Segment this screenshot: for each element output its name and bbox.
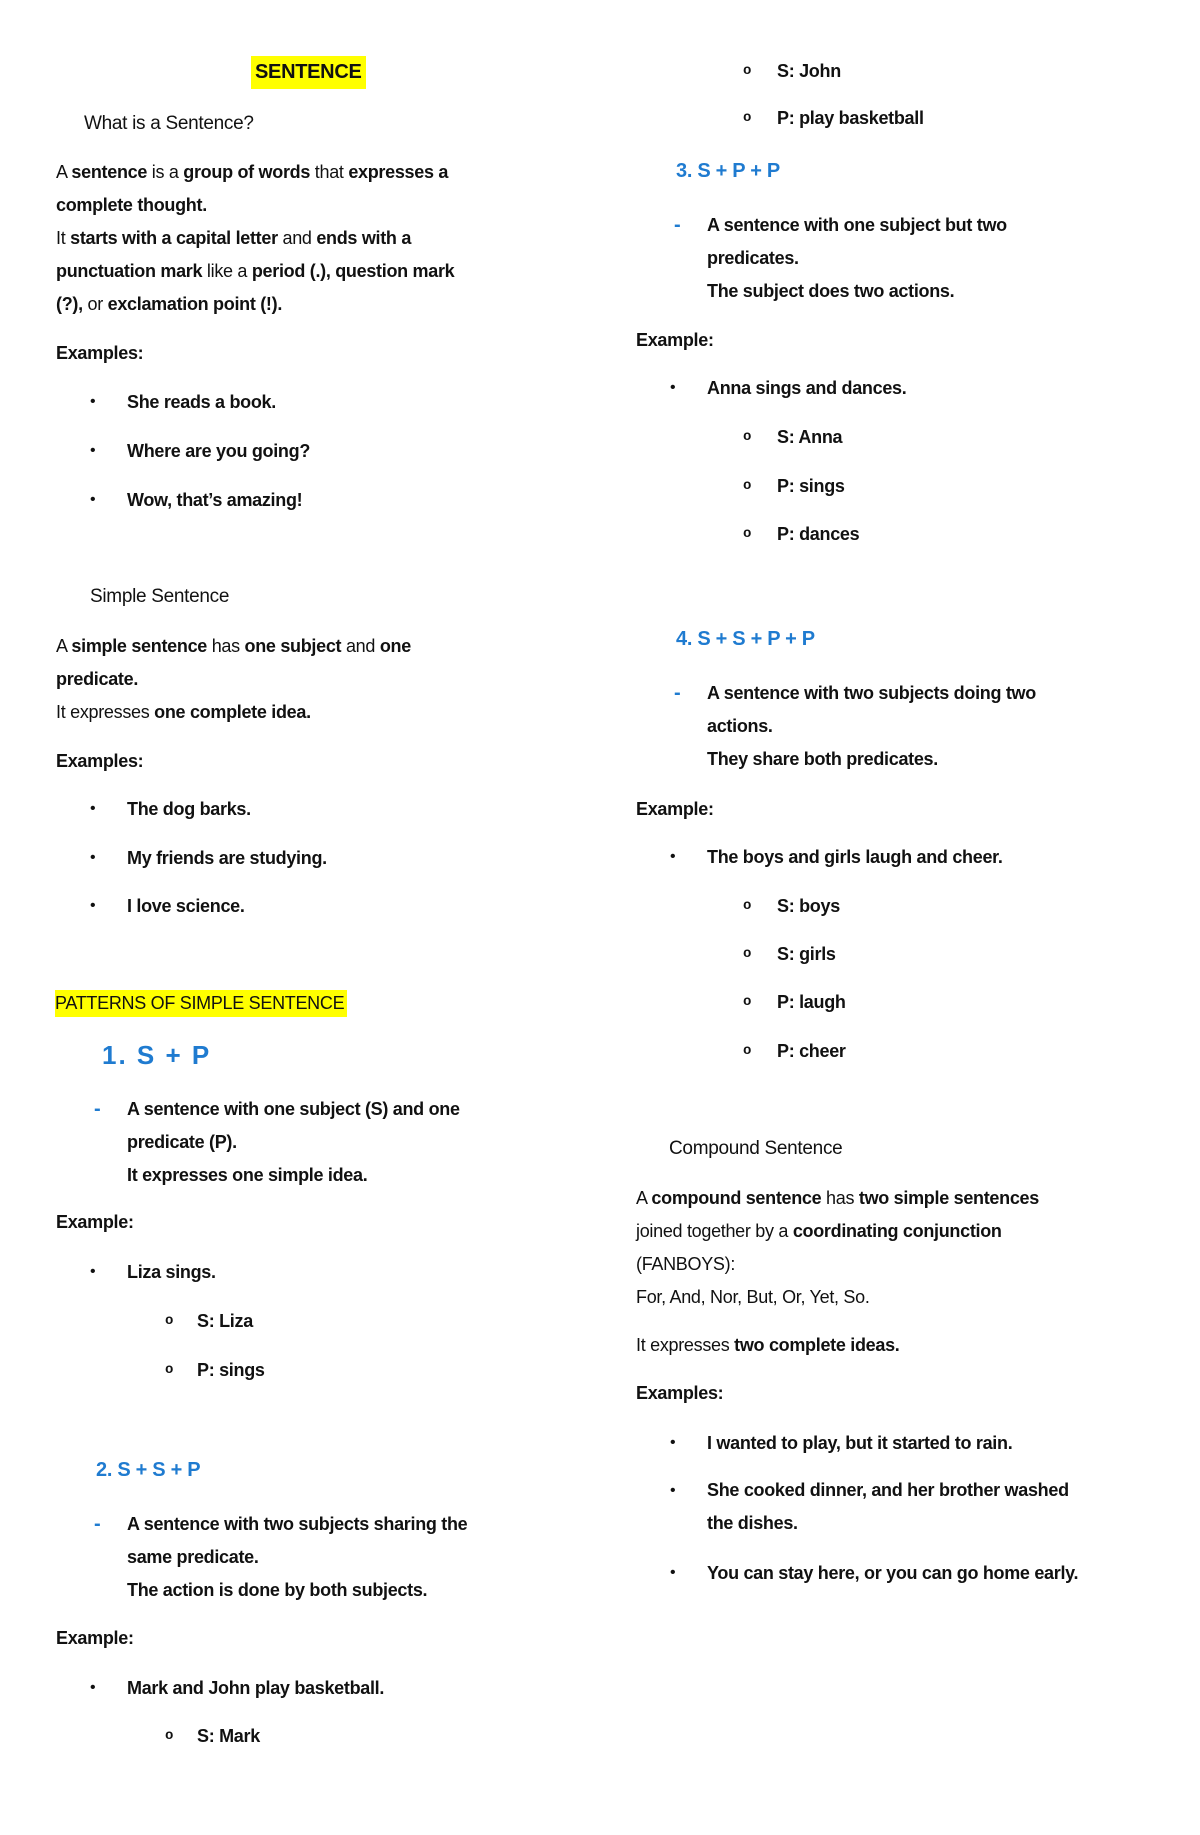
list-item: I wanted to play, but it started to rain. bbox=[707, 1433, 1013, 1453]
sub-list-item: S: John bbox=[777, 61, 841, 81]
definition-paragraph bbox=[56, 156, 454, 321]
pattern-description bbox=[707, 209, 1007, 308]
bold-text-segment: period (.), question mark bbox=[251, 261, 455, 281]
dash-icon: - bbox=[674, 214, 681, 236]
text-segment: It expresses bbox=[56, 702, 155, 722]
text-segment: that bbox=[310, 162, 349, 182]
sub-bullet-icon: o bbox=[743, 526, 752, 542]
bold-text-segment: punctuation mark bbox=[56, 261, 203, 281]
section-heading-compound: Compound Sentence bbox=[669, 1138, 843, 1159]
sub-list-item: S: girls bbox=[777, 944, 836, 964]
text-segment: or bbox=[87, 294, 108, 314]
sub-list-item: P: dances bbox=[777, 524, 860, 544]
pattern-heading-4: 4. S + S + P + P bbox=[676, 628, 815, 650]
description-line: predicates. bbox=[707, 248, 799, 268]
text-segment: and bbox=[277, 228, 317, 248]
list-item: My friends are studying. bbox=[127, 848, 327, 868]
example-label: Example: bbox=[636, 799, 714, 819]
text-segment: It expresses bbox=[636, 1335, 735, 1355]
description-line: predicate (P). bbox=[127, 1132, 237, 1152]
text-segment: joined together by a bbox=[636, 1221, 793, 1241]
example-label: Example: bbox=[56, 1212, 134, 1232]
example-label: Example: bbox=[636, 330, 714, 350]
paragraph-line bbox=[636, 1329, 900, 1362]
description-line: actions. bbox=[707, 716, 773, 736]
sub-bullet-icon: o bbox=[743, 898, 752, 914]
bold-text-segment: starts with a capital letter bbox=[70, 228, 278, 248]
pattern-description bbox=[707, 677, 1036, 776]
bullet-icon: • bbox=[90, 442, 96, 459]
document-title: SENTENCE bbox=[251, 56, 366, 89]
compound-paragraph-2 bbox=[636, 1329, 900, 1362]
dash-icon: - bbox=[94, 1513, 101, 1535]
paragraph-line bbox=[56, 222, 454, 255]
bold-text-segment: ends with a bbox=[316, 228, 412, 248]
sub-list-item: P: laugh bbox=[777, 992, 846, 1012]
bold-text-segment: compound sentence bbox=[651, 1188, 822, 1208]
paragraph-line bbox=[56, 288, 454, 321]
bullet-icon: • bbox=[90, 1263, 96, 1280]
paragraph-line bbox=[636, 1215, 1039, 1248]
list-item-line: the dishes. bbox=[707, 1513, 798, 1533]
bullet-icon: • bbox=[90, 800, 96, 817]
bold-text-segment: (?), bbox=[56, 294, 88, 314]
compound-paragraph bbox=[636, 1182, 1039, 1314]
description-line: A sentence with two subjects sharing the bbox=[127, 1514, 468, 1534]
description-line: A sentence with one subject but two bbox=[707, 215, 1007, 235]
simple-paragraph bbox=[56, 630, 411, 729]
bullet-icon: • bbox=[90, 393, 96, 410]
pattern-description bbox=[127, 1508, 467, 1607]
sub-list-item: S: Anna bbox=[777, 427, 843, 447]
list-item: Wow, that’s amazing! bbox=[127, 490, 303, 510]
bold-text-segment: two simple sentences bbox=[858, 1188, 1039, 1208]
bold-text-segment: sentence bbox=[71, 162, 148, 182]
bold-text-segment: one bbox=[379, 636, 411, 656]
sub-list-item: S: Mark bbox=[197, 1726, 260, 1746]
paragraph-line bbox=[56, 156, 454, 189]
list-item: The boys and girls laugh and cheer. bbox=[707, 847, 1003, 867]
examples-label: Examples: bbox=[56, 343, 144, 363]
sub-list-item: S: Liza bbox=[197, 1311, 253, 1331]
paragraph-line bbox=[56, 630, 411, 663]
sub-bullet-icon: o bbox=[743, 478, 752, 494]
bold-text-segment: one complete idea. bbox=[154, 702, 311, 722]
sub-bullet-icon: o bbox=[743, 429, 752, 445]
patterns-title: PATTERNS OF SIMPLE SENTENCE bbox=[55, 990, 347, 1017]
description-line: A sentence with two subjects doing two bbox=[707, 683, 1036, 703]
bullet-icon: • bbox=[90, 491, 96, 508]
bullet-icon: • bbox=[90, 1679, 96, 1696]
text-segment: has bbox=[207, 636, 245, 656]
bold-text-segment: exclamation point (!). bbox=[107, 294, 283, 314]
list-item: The dog barks. bbox=[127, 799, 251, 819]
text-segment: and bbox=[341, 636, 380, 656]
sub-bullet-icon: o bbox=[165, 1728, 174, 1744]
bold-text-segment: complete thought. bbox=[56, 195, 207, 215]
pattern-heading-2: 2. S + S + P bbox=[96, 1459, 201, 1481]
bold-text-segment: predicate. bbox=[56, 669, 139, 689]
bold-text-segment: group of words bbox=[183, 162, 311, 182]
list-item: I love science. bbox=[127, 896, 245, 916]
bold-text-segment: two complete ideas. bbox=[734, 1335, 900, 1355]
description-line: The action is done by both subjects. bbox=[127, 1580, 428, 1600]
bold-text-segment: expresses a bbox=[348, 162, 449, 182]
list-item: She reads a book. bbox=[127, 392, 276, 412]
list-item: Mark and John play basketball. bbox=[127, 1678, 385, 1698]
bold-text-segment: one subject bbox=[244, 636, 342, 656]
paragraph-line bbox=[636, 1248, 1039, 1281]
sub-bullet-icon: o bbox=[743, 1043, 752, 1059]
sub-list-item: P: sings bbox=[777, 476, 845, 496]
sub-bullet-icon: o bbox=[743, 994, 752, 1010]
bold-text-segment: simple sentence bbox=[71, 636, 207, 656]
bullet-icon: • bbox=[670, 1482, 676, 1499]
paragraph-line bbox=[56, 696, 411, 729]
text-segment: (FANBOYS): bbox=[636, 1254, 736, 1274]
text-segment: For, And, Nor, But, Or, Yet, So. bbox=[636, 1287, 870, 1307]
paragraph-line bbox=[636, 1281, 1039, 1314]
examples-label: Examples: bbox=[56, 751, 144, 771]
sub-bullet-icon: o bbox=[743, 110, 752, 126]
text-segment: A bbox=[636, 1188, 652, 1208]
list-item: Where are you going? bbox=[127, 441, 311, 461]
list-item: You can stay here, or you can go home early. bbox=[707, 1563, 1079, 1583]
bullet-icon: • bbox=[670, 379, 676, 396]
paragraph-line bbox=[56, 255, 454, 288]
text-segment: like a bbox=[202, 261, 252, 281]
bullet-icon: • bbox=[670, 848, 676, 865]
description-line: They share both predicates. bbox=[707, 749, 938, 769]
dash-icon: - bbox=[674, 682, 681, 704]
text-segment: It bbox=[56, 228, 71, 248]
section-heading-what-is: What is a Sentence? bbox=[84, 113, 254, 134]
sub-bullet-icon: o bbox=[165, 1362, 174, 1378]
sub-bullet-icon: o bbox=[743, 63, 752, 79]
description-line: It expresses one simple idea. bbox=[127, 1165, 368, 1185]
description-line: The subject does two actions. bbox=[707, 281, 955, 301]
bullet-icon: • bbox=[90, 849, 96, 866]
description-line: same predicate. bbox=[127, 1547, 259, 1567]
sub-list-item: P: sings bbox=[197, 1360, 265, 1380]
paragraph-line bbox=[56, 663, 411, 696]
bullet-icon: • bbox=[90, 897, 96, 914]
text-segment: A bbox=[56, 162, 72, 182]
example-label: Example: bbox=[56, 1628, 134, 1648]
examples-label: Examples: bbox=[636, 1383, 724, 1403]
section-heading-simple: Simple Sentence bbox=[90, 586, 230, 607]
bullet-icon: • bbox=[670, 1564, 676, 1581]
list-item: Anna sings and dances. bbox=[707, 378, 907, 398]
list-item: Liza sings. bbox=[127, 1262, 216, 1282]
bullet-icon: • bbox=[670, 1434, 676, 1451]
sub-list-item: S: boys bbox=[777, 896, 840, 916]
paragraph-line bbox=[56, 189, 454, 222]
text-segment: is a bbox=[147, 162, 184, 182]
pattern-heading-3: 3. S + P + P bbox=[676, 160, 780, 182]
description-line: A sentence with one subject (S) and one bbox=[127, 1099, 460, 1119]
list-item bbox=[707, 1474, 1069, 1540]
bold-text-segment: coordinating conjunction bbox=[792, 1221, 1002, 1241]
sub-bullet-icon: o bbox=[743, 946, 752, 962]
sub-bullet-icon: o bbox=[165, 1313, 174, 1329]
list-item-line: She cooked dinner, and her brother washed bbox=[707, 1480, 1069, 1500]
text-segment: has bbox=[821, 1188, 859, 1208]
sub-list-item: P: cheer bbox=[777, 1041, 846, 1061]
pattern-heading-1: 1. S + P bbox=[102, 1040, 212, 1070]
text-segment: A bbox=[56, 636, 72, 656]
sub-list-item: P: play basketball bbox=[777, 108, 924, 128]
paragraph-line bbox=[636, 1182, 1039, 1215]
pattern-description bbox=[127, 1093, 460, 1192]
dash-icon: - bbox=[94, 1098, 101, 1120]
